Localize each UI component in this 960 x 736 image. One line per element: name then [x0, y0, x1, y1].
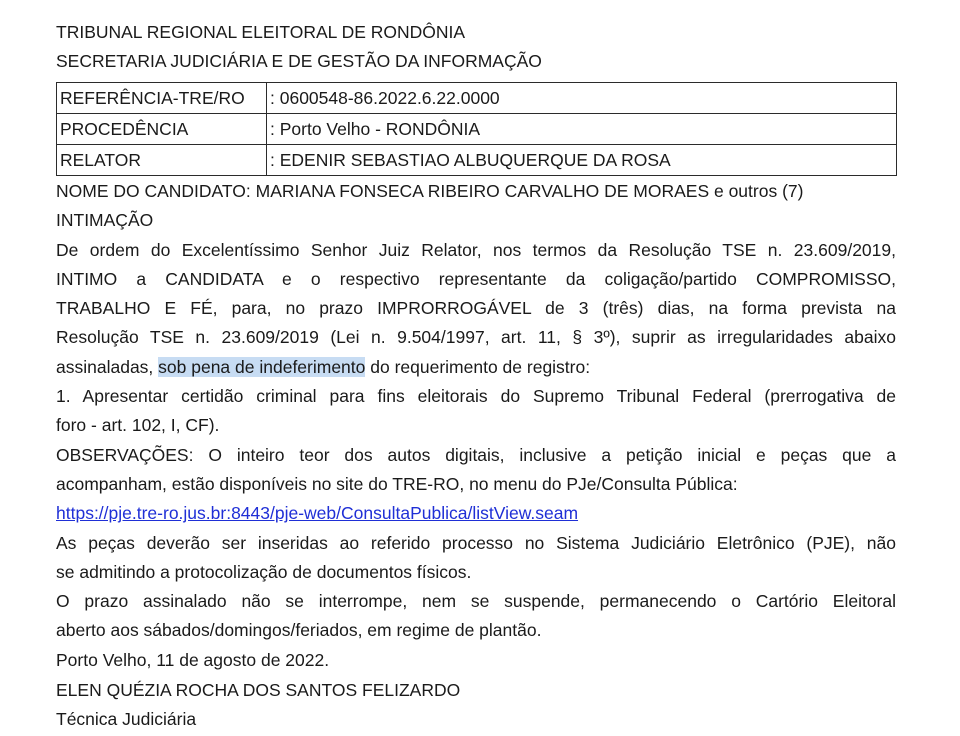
candidate-line: NOME DO CANDIDATO: MARIANA FONSECA RIBEIRO CARVALHO DE MORAES e outros (7)	[56, 181, 804, 201]
text-segment: do requerimento de registro:	[365, 356, 591, 377]
reference-value: : 0600548-86.2022.6.22.0000	[267, 83, 897, 114]
link-line	[56, 499, 896, 528]
paragraph-line: TRABALHO E FÉ, para, no prazo IMPRORROGÁVEL de 3 (três) dias, na forma prevista na	[56, 298, 896, 319]
paragraph-line: De ordem do Excelentíssimo Senhor Juiz Relator, nos termos da Resolução TSE n. 23.609/2019,	[56, 239, 896, 260]
pecas-line: As peças deverão ser inseridas ao referido processo no Sistema Judiciário Eletrônico (PJE), não	[56, 532, 896, 553]
place-date: Porto Velho, 11 de agosto de 2022.	[56, 649, 330, 670]
table-row	[57, 83, 897, 114]
table-row	[57, 145, 897, 176]
reference-label: REFERÊNCIA-TRE/RO	[57, 83, 267, 114]
signature-role: Técnica Judiciária	[56, 709, 197, 730]
prazo-line: O prazo assinalado não se interrompe, nem se suspende, permanecendo o Cartório Eleitoral	[56, 591, 896, 612]
prazo-line: aberto aos sábados/domingos/feriados, em regime de plantão.	[56, 620, 542, 641]
relator-value: : EDENIR SEBASTIAO ALBUQUERQUE DA ROSA	[267, 145, 897, 176]
highlighted-text[interactable]: sob pena de indeferimento	[158, 356, 366, 377]
intimacao-title: INTIMAÇÃO	[56, 210, 154, 231]
item-line: 1. Apresentar certidão criminal para fins eleitorais do Supremo Tribunal Federal (prerrogativa de	[56, 386, 896, 407]
relator-label: RELATOR	[57, 145, 267, 176]
reference-table	[56, 82, 897, 176]
procedencia-value: : Porto Velho - RONDÔNIA	[267, 114, 897, 145]
observations-line: OBSERVAÇÕES: O inteiro teor dos autos digitais, inclusive a petição inicial e peças que a	[56, 444, 896, 465]
paragraph-line: INTIMO a CANDIDATA e o respectivo representante da coligação/partido COMPROMISSO,	[56, 268, 896, 289]
department-name: SECRETARIA JUDICIÁRIA E DE GESTÃO DA INFORMAÇÃO	[56, 51, 542, 71]
item-line: foro - art. 102, I, CF).	[56, 415, 220, 436]
signature-name: ELEN QUÉZIA ROCHA DOS SANTOS FELIZARDO	[56, 680, 461, 701]
paragraph-line-last	[56, 353, 896, 382]
consulta-publica-link[interactable]: https://pje.tre-ro.jus.br:8443/pje-web/ConsultaPublica/listView.seam	[56, 503, 579, 524]
court-name: TRIBUNAL REGIONAL ELEITORAL DE RONDÔNIA	[56, 22, 466, 42]
document-page	[56, 18, 896, 735]
paragraph-line: Resolução TSE n. 23.609/2019 (Lei n. 9.504/1997, art. 11, § 3º), suprir as irregularidades abaixo	[56, 327, 896, 348]
text-segment: assinaladas,	[56, 356, 159, 377]
procedencia-label: PROCEDÊNCIA	[57, 114, 267, 145]
observations-line: acompanham, estão disponíveis no site do TRE-RO, no menu do PJe/Consulta Pública:	[56, 473, 738, 494]
pecas-line: se admitindo a protocolização de documentos físicos.	[56, 561, 472, 582]
table-row	[57, 114, 897, 145]
